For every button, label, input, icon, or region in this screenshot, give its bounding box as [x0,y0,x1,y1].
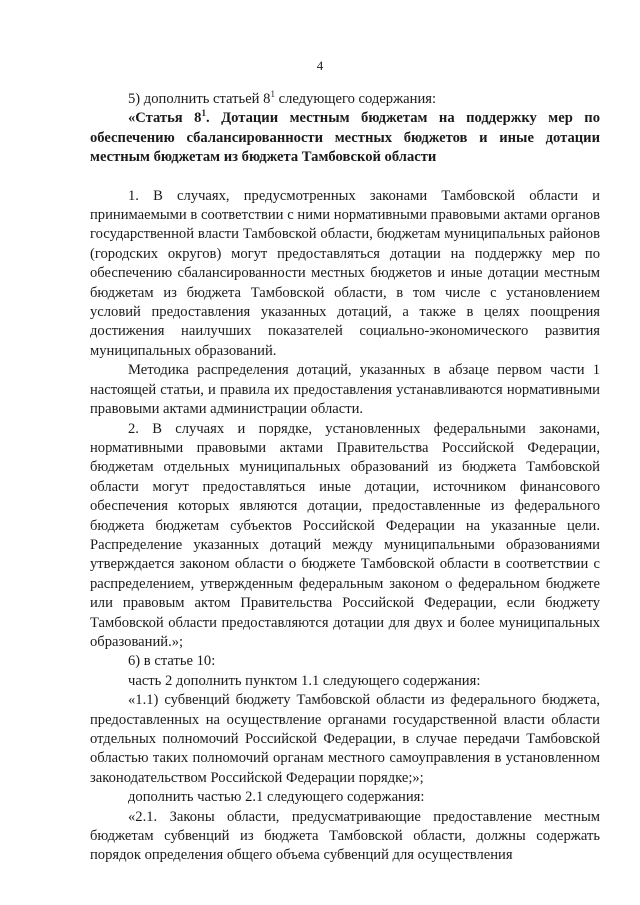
page-number: 4 [316,58,324,73]
paragraph-methodology: Методика распределения дотаций, указанных в абзаце первом части 1 настоящей статьи, и правила их предоставления устанавливаются нормативными правовыми актами администрации области. [90,362,600,418]
article-title [90,109,600,167]
paragraph-part-2-1-addition: дополнить частью 2.1 следующего содержания: [128,789,425,806]
article-title-lead: «Статья 8 [128,110,202,127]
article-title-superscript: 1 [201,108,206,119]
document-body [90,90,600,866]
amendment-5-superscript: 1 [270,89,275,100]
paragraph-item-2-1: «2.1. Законы области, предусматривающие предоставление местным бюджетам субвенций из бюджета Тамбовской области, должны содержать порядок определения общего объема субвенций для осуществления [90,808,600,864]
paragraph-amendment-6: 6) в статье 10: [128,653,216,670]
amendment-5-text: 5) дополнить статьей 8 [128,91,271,107]
paragraph-item-1-1: «1.1) субвенций бюджету Тамбовской области из федерального бюджета, предоставленных на осуществление органами государственной власти области отдельных полномочий Российской Федерации, в случае передачи Тамбовской областью таких полномочий органам местного самоуправления в установленном законодательством Российской Федерации порядке;»; [90,692,600,786]
paragraph-part-1: 1. В случаях, предусмотренных законами Тамбовской области и принимаемыми в соответствии с ними нормативными правовыми актами органов государственной власти Тамбовской области, бюджетам муниципальных районов (городских округов) могут предоставляться дотации на поддержку мер по обеспечению сбалансированности местных бюджетов и иные дотации местным бюджетам из бюджета Тамбовской области, в том числе с установлением условий предоставления указанных дотаций, а также в целях поощрения достижения наилучших показателей социально-экономического развития муниципальных образований. [90,187,600,359]
paragraph-part-2: 2. В случаях и порядке, установленных федеральными законами, нормативными правовыми актами Правительства Российской Федерации, бюджетам отдельных муниципальных образований из бюджета Тамбовской области могут предоставляться иные дотации, источником финансового обеспечения которых являются дотации, предоставленные из федерального бюджета бюджетам субъектов Российской Федерации на указанные цели. Распределение указанных дотаций между муниципальными образованиями утверждается законом области о бюджете Тамбовской области в соответствии с распределением, утвержденным федеральным законом о федеральном бюджете или правовым актом Правительства Российской Федерации, если бюджету Тамбовской области предоставляются дотации для двух и более муниципальных образований.»; [90,420,600,650]
amendment-5-text-end: следующего содержания: [274,91,437,107]
paragraph-amendment-5 [90,90,600,109]
paragraph-part-2-addition: часть 2 дополнить пунктом 1.1 следующего содержания: [128,672,481,689]
article-title-body: . Дотации местным бюджетам на поддержку мер по обеспечению сбалансированности местных бюджетов и иные дотации местным бюджетам из бюджета Тамбовской области [90,110,601,166]
